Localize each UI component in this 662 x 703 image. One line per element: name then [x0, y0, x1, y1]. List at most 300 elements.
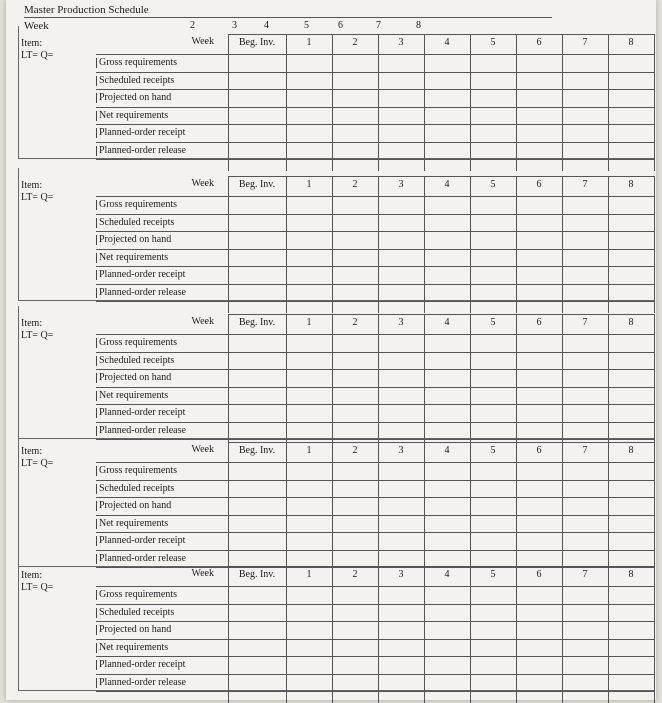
grid-cell[interactable]	[286, 352, 332, 370]
grid-cell[interactable]	[424, 515, 470, 533]
grid-cell[interactable]	[608, 532, 654, 550]
grid-cell[interactable]	[608, 369, 654, 387]
grid-cell[interactable]	[516, 497, 562, 515]
grid-cell[interactable]	[470, 124, 516, 142]
grid-cell[interactable]	[286, 231, 332, 249]
grid-cell[interactable]	[378, 604, 424, 622]
grid-cell[interactable]	[424, 497, 470, 515]
grid-cell[interactable]	[424, 462, 470, 480]
grid-cell[interactable]	[332, 497, 378, 515]
grid-cell[interactable]	[516, 214, 562, 232]
row-label: Planned-order release	[96, 426, 224, 436]
grid-cell[interactable]	[286, 124, 332, 142]
period-header: 8	[628, 569, 634, 580]
grid-cell[interactable]	[378, 334, 424, 352]
beg-inv-header: Beg. Inv.	[238, 569, 276, 580]
grid-cell[interactable]	[286, 369, 332, 387]
grid-cell[interactable]	[608, 586, 654, 604]
grid-cell[interactable]	[332, 352, 378, 370]
grid-cell[interactable]	[608, 621, 654, 639]
grid-cell[interactable]	[608, 674, 654, 692]
grid-cell[interactable]	[286, 515, 332, 533]
grid-cell[interactable]	[608, 639, 654, 657]
grid-cell[interactable]	[562, 462, 608, 480]
grid-cell[interactable]	[378, 639, 424, 657]
grid-cell[interactable]	[424, 621, 470, 639]
grid-cell[interactable]	[516, 142, 562, 160]
grid-cell[interactable]	[516, 196, 562, 214]
grid-cell[interactable]	[516, 404, 562, 422]
grid-cell[interactable]	[228, 231, 286, 249]
grid-cell[interactable]	[378, 515, 424, 533]
grid-cell[interactable]	[228, 352, 286, 370]
grid-cell[interactable]	[470, 369, 516, 387]
grid-cell[interactable]	[562, 89, 608, 107]
grid-cell[interactable]	[332, 196, 378, 214]
grid-cell[interactable]	[516, 266, 562, 284]
week-header: Week	[191, 316, 214, 327]
grid-cell[interactable]	[562, 497, 608, 515]
grid-cell[interactable]	[608, 214, 654, 232]
row-label: Planned-order receipt	[96, 408, 224, 418]
period-header: 3	[398, 569, 404, 580]
grid-cell[interactable]	[286, 266, 332, 284]
grid-cell[interactable]	[562, 107, 608, 125]
period-header: 2	[352, 445, 358, 456]
grid-cell[interactable]	[562, 124, 608, 142]
grid-cell[interactable]	[378, 656, 424, 674]
period-header: 7	[582, 179, 588, 190]
grid-cell[interactable]	[332, 404, 378, 422]
grid-cell[interactable]	[378, 586, 424, 604]
grid-cell[interactable]	[378, 124, 424, 142]
grid-cell[interactable]	[562, 142, 608, 160]
grid-cell[interactable]	[332, 124, 378, 142]
grid-cell[interactable]	[286, 72, 332, 90]
grid-cell[interactable]	[378, 674, 424, 692]
grid-cell[interactable]	[424, 656, 470, 674]
grid-cell[interactable]	[286, 142, 332, 160]
grid-cell[interactable]	[286, 532, 332, 550]
grid-cell[interactable]	[378, 231, 424, 249]
grid-cell[interactable]	[562, 72, 608, 90]
grid-cell[interactable]	[332, 214, 378, 232]
period-header: 3	[398, 445, 404, 456]
grid-cell[interactable]	[378, 54, 424, 72]
grid-cell[interactable]	[228, 142, 286, 160]
period-header: 4	[444, 179, 450, 190]
grid-cell[interactable]	[378, 352, 424, 370]
grid-cell[interactable]	[228, 249, 286, 267]
grid-cell[interactable]	[562, 515, 608, 533]
grid-cell[interactable]	[608, 284, 654, 302]
grid-cell[interactable]	[332, 462, 378, 480]
grid-cell[interactable]	[228, 404, 286, 422]
grid-cell[interactable]	[608, 656, 654, 674]
grid-cell[interactable]	[424, 54, 470, 72]
grid-cell[interactable]	[516, 369, 562, 387]
grid-cell[interactable]	[332, 639, 378, 657]
grid-cell[interactable]	[470, 107, 516, 125]
grid-cell[interactable]	[608, 462, 654, 480]
grid-cell[interactable]	[378, 249, 424, 267]
grid-cell[interactable]	[378, 497, 424, 515]
grid-cell[interactable]	[378, 284, 424, 302]
grid-cell[interactable]	[286, 196, 332, 214]
grid-cell[interactable]	[286, 497, 332, 515]
grid-cell[interactable]	[424, 196, 470, 214]
grid-cell[interactable]	[608, 387, 654, 405]
grid-cell[interactable]	[378, 266, 424, 284]
grid-cell[interactable]	[608, 515, 654, 533]
grid-row-line	[96, 159, 654, 160]
grid-cell[interactable]	[378, 214, 424, 232]
grid-cell[interactable]	[562, 656, 608, 674]
grid-cell[interactable]	[516, 107, 562, 125]
row-label: Projected on hand	[96, 235, 224, 245]
grid-cell[interactable]	[332, 532, 378, 550]
grid-cell[interactable]	[332, 369, 378, 387]
grid-cell[interactable]	[562, 284, 608, 302]
grid-cell[interactable]	[424, 369, 470, 387]
grid-cell[interactable]	[608, 196, 654, 214]
grid-cell[interactable]	[608, 604, 654, 622]
item-label: Item:	[21, 318, 43, 329]
grid-cell[interactable]	[470, 89, 516, 107]
period-header: 6	[536, 317, 542, 328]
page-title: Master Production Schedule	[24, 4, 149, 16]
grid-cell[interactable]	[228, 72, 286, 90]
grid-cell[interactable]	[424, 214, 470, 232]
grid-cell[interactable]	[516, 621, 562, 639]
grid-cell[interactable]	[608, 404, 654, 422]
grid-cell[interactable]	[286, 107, 332, 125]
grid-cell[interactable]	[424, 231, 470, 249]
grid-cell[interactable]	[378, 72, 424, 90]
grid-cell[interactable]	[470, 586, 516, 604]
grid-cell[interactable]	[562, 387, 608, 405]
grid-cell[interactable]	[286, 284, 332, 302]
grid-top-line	[228, 314, 654, 315]
grid-cell[interactable]	[286, 480, 332, 498]
grid-cell[interactable]	[562, 266, 608, 284]
grid-cell[interactable]	[516, 284, 562, 302]
grid-cell[interactable]	[332, 674, 378, 692]
grid-cell[interactable]	[608, 107, 654, 125]
grid-row-line	[96, 691, 654, 692]
grid-cell[interactable]	[608, 72, 654, 90]
row-label: Net requirements	[96, 253, 224, 263]
grid-cell[interactable]	[562, 404, 608, 422]
grid-cell[interactable]	[470, 196, 516, 214]
grid-cell[interactable]	[286, 404, 332, 422]
grid-cell[interactable]	[228, 621, 286, 639]
grid-cell[interactable]	[332, 89, 378, 107]
grid-cell[interactable]	[424, 639, 470, 657]
grid-cell[interactable]	[378, 89, 424, 107]
grid-cell[interactable]	[332, 621, 378, 639]
grid-cell[interactable]	[608, 124, 654, 142]
grid-cell[interactable]	[286, 89, 332, 107]
grid-cell[interactable]	[562, 604, 608, 622]
grid-cell[interactable]	[516, 124, 562, 142]
grid-cell[interactable]	[378, 142, 424, 160]
grid-cell[interactable]	[332, 515, 378, 533]
grid-cell[interactable]	[516, 480, 562, 498]
grid-cell[interactable]	[228, 604, 286, 622]
grid-cell[interactable]	[470, 656, 516, 674]
period-header: 3	[398, 37, 404, 48]
grid-cell[interactable]	[286, 214, 332, 232]
grid-cell[interactable]	[378, 532, 424, 550]
grid-cell[interactable]	[424, 604, 470, 622]
grid-cell[interactable]	[286, 674, 332, 692]
grid-cell[interactable]	[332, 387, 378, 405]
period-header: 8	[628, 179, 634, 190]
grid-cell[interactable]	[228, 656, 286, 674]
row-label: Gross requirements	[96, 590, 224, 600]
grid-cell[interactable]	[516, 639, 562, 657]
grid-cell[interactable]	[562, 352, 608, 370]
grid-cell[interactable]	[470, 604, 516, 622]
grid-cell[interactable]	[332, 334, 378, 352]
grid-cell[interactable]	[378, 387, 424, 405]
period-header: 2	[352, 569, 358, 580]
grid-cell[interactable]	[286, 387, 332, 405]
grid-cell[interactable]	[470, 674, 516, 692]
grid-cell[interactable]	[608, 231, 654, 249]
grid-cell[interactable]	[378, 196, 424, 214]
grid-cell[interactable]	[608, 334, 654, 352]
top-week-number: 5	[304, 20, 309, 31]
grid-cell[interactable]	[228, 674, 286, 692]
grid-col-line	[654, 314, 655, 451]
period-header: 2	[352, 317, 358, 328]
grid-cell[interactable]	[424, 89, 470, 107]
grid-cell[interactable]	[378, 462, 424, 480]
grid-cell[interactable]	[562, 249, 608, 267]
grid-cell[interactable]	[228, 369, 286, 387]
grid-cell[interactable]	[228, 214, 286, 232]
grid-cell[interactable]	[470, 142, 516, 160]
grid-cell[interactable]	[378, 404, 424, 422]
grid-cell[interactable]	[470, 249, 516, 267]
grid-cell[interactable]	[228, 497, 286, 515]
grid-cell[interactable]	[470, 214, 516, 232]
grid-cell[interactable]	[424, 387, 470, 405]
period-header: 4	[444, 37, 450, 48]
grid-cell[interactable]	[470, 462, 516, 480]
grid-cell[interactable]	[228, 107, 286, 125]
grid-cell[interactable]	[516, 89, 562, 107]
grid-cell[interactable]	[562, 621, 608, 639]
grid-cell[interactable]	[286, 586, 332, 604]
period-header: 5	[490, 37, 496, 48]
grid-cell[interactable]	[228, 196, 286, 214]
grid-cell[interactable]	[562, 214, 608, 232]
grid-cell[interactable]	[608, 142, 654, 160]
period-header: 1	[306, 317, 312, 328]
row-label: Gross requirements	[96, 338, 224, 348]
grid-cell[interactable]	[470, 352, 516, 370]
grid-cell[interactable]	[286, 639, 332, 657]
mps-table	[18, 558, 648, 690]
grid-cell[interactable]	[470, 515, 516, 533]
grid-cell[interactable]	[608, 266, 654, 284]
grid-cell[interactable]	[286, 54, 332, 72]
grid-cell[interactable]	[562, 586, 608, 604]
grid-cell[interactable]	[378, 107, 424, 125]
grid-cell[interactable]	[228, 586, 286, 604]
title-underline	[24, 17, 552, 18]
grid-cell[interactable]	[228, 387, 286, 405]
grid-cell[interactable]	[608, 497, 654, 515]
grid-cell[interactable]	[608, 89, 654, 107]
grid-cell[interactable]	[516, 462, 562, 480]
grid-cell[interactable]	[228, 532, 286, 550]
grid-cell[interactable]	[332, 656, 378, 674]
row-label: Gross requirements	[96, 58, 224, 68]
grid-cell[interactable]	[516, 249, 562, 267]
grid-cell[interactable]	[516, 532, 562, 550]
grid-cell[interactable]	[424, 72, 470, 90]
grid-cell[interactable]	[516, 231, 562, 249]
grid-cell[interactable]	[228, 334, 286, 352]
grid-cell[interactable]	[228, 54, 286, 72]
grid-cell[interactable]	[562, 480, 608, 498]
grid-cell[interactable]	[470, 54, 516, 72]
grid-cell[interactable]	[470, 621, 516, 639]
grid-cell[interactable]	[228, 480, 286, 498]
grid-cell[interactable]	[516, 352, 562, 370]
grid-cell[interactable]	[332, 249, 378, 267]
grid-cell[interactable]	[228, 639, 286, 657]
grid-cell[interactable]	[562, 674, 608, 692]
grid-cell[interactable]	[378, 480, 424, 498]
grid-cell[interactable]	[470, 266, 516, 284]
grid-cell[interactable]	[286, 604, 332, 622]
grid-cell[interactable]	[286, 462, 332, 480]
grid-cell[interactable]	[228, 89, 286, 107]
grid-cell[interactable]	[516, 387, 562, 405]
grid-cell[interactable]	[562, 639, 608, 657]
grid-row-line	[96, 301, 654, 302]
grid-cell[interactable]	[470, 404, 516, 422]
grid-cell[interactable]	[516, 72, 562, 90]
grid-cell[interactable]	[562, 196, 608, 214]
grid-cell[interactable]	[424, 249, 470, 267]
grid-cell[interactable]	[424, 124, 470, 142]
grid-cell[interactable]	[424, 266, 470, 284]
grid-cell[interactable]	[608, 249, 654, 267]
period-header: 7	[582, 37, 588, 48]
grid-cell[interactable]	[424, 586, 470, 604]
grid-cell[interactable]	[332, 54, 378, 72]
grid-cell[interactable]	[332, 284, 378, 302]
row-label: Projected on hand	[96, 501, 224, 511]
grid-cell[interactable]	[470, 532, 516, 550]
grid-cell[interactable]	[470, 284, 516, 302]
grid-col-line	[654, 34, 655, 171]
grid-cell[interactable]	[516, 586, 562, 604]
grid-cell[interactable]	[516, 674, 562, 692]
top-week-number: 6	[338, 20, 343, 31]
period-header: 8	[628, 445, 634, 456]
grid-cell[interactable]	[516, 656, 562, 674]
grid-cell[interactable]	[332, 604, 378, 622]
grid-cell[interactable]	[608, 352, 654, 370]
grid-cell[interactable]	[424, 352, 470, 370]
grid-cell[interactable]	[286, 621, 332, 639]
grid-cell[interactable]	[562, 532, 608, 550]
grid-cell[interactable]	[332, 231, 378, 249]
grid-cell[interactable]	[332, 586, 378, 604]
grid-cell[interactable]	[228, 284, 286, 302]
grid-cell[interactable]	[470, 639, 516, 657]
row-label: Scheduled receipts	[96, 608, 224, 618]
week-header: Week	[191, 178, 214, 189]
grid-cell[interactable]	[424, 480, 470, 498]
grid-cell[interactable]	[424, 107, 470, 125]
grid-top-line	[228, 34, 654, 35]
grid-cell[interactable]	[562, 231, 608, 249]
grid-cell[interactable]	[378, 621, 424, 639]
grid-cell[interactable]	[378, 369, 424, 387]
grid-cell[interactable]	[470, 480, 516, 498]
grid-cell[interactable]	[470, 387, 516, 405]
grid-cell[interactable]	[470, 334, 516, 352]
grid-cell[interactable]	[424, 674, 470, 692]
period-header: 5	[490, 317, 496, 328]
grid-cell[interactable]	[516, 334, 562, 352]
grid-cell[interactable]	[286, 249, 332, 267]
grid-cell[interactable]	[228, 124, 286, 142]
grid-cell[interactable]	[608, 480, 654, 498]
period-header: 6	[536, 179, 542, 190]
grid-cell[interactable]	[470, 72, 516, 90]
beg-inv-header: Beg. Inv.	[238, 37, 276, 48]
grid-cell[interactable]	[424, 142, 470, 160]
grid-cell[interactable]	[286, 334, 332, 352]
grid-cell[interactable]	[470, 231, 516, 249]
grid-cell[interactable]	[286, 656, 332, 674]
grid-cell[interactable]	[516, 515, 562, 533]
grid-cell[interactable]	[562, 369, 608, 387]
period-header: 6	[536, 569, 542, 580]
grid-cell[interactable]	[332, 480, 378, 498]
grid-cell[interactable]	[424, 284, 470, 302]
grid-cell[interactable]	[228, 266, 286, 284]
lt-q-label: LT= Q=	[21, 50, 54, 61]
grid-cell[interactable]	[424, 404, 470, 422]
grid-cell[interactable]	[332, 107, 378, 125]
grid-cell[interactable]	[424, 334, 470, 352]
grid-cell[interactable]	[562, 334, 608, 352]
grid-cell[interactable]	[332, 72, 378, 90]
grid-cell[interactable]	[332, 266, 378, 284]
period-header: 3	[398, 317, 404, 328]
grid-cell[interactable]	[424, 532, 470, 550]
grid-cell[interactable]	[516, 604, 562, 622]
grid-cell[interactable]	[608, 54, 654, 72]
grid-top-line	[228, 176, 654, 177]
grid-cell[interactable]	[470, 497, 516, 515]
grid-cell[interactable]	[332, 142, 378, 160]
grid-cell[interactable]	[228, 515, 286, 533]
grid-cell[interactable]	[562, 54, 608, 72]
grid-cell[interactable]	[516, 54, 562, 72]
grid-cell[interactable]	[228, 462, 286, 480]
